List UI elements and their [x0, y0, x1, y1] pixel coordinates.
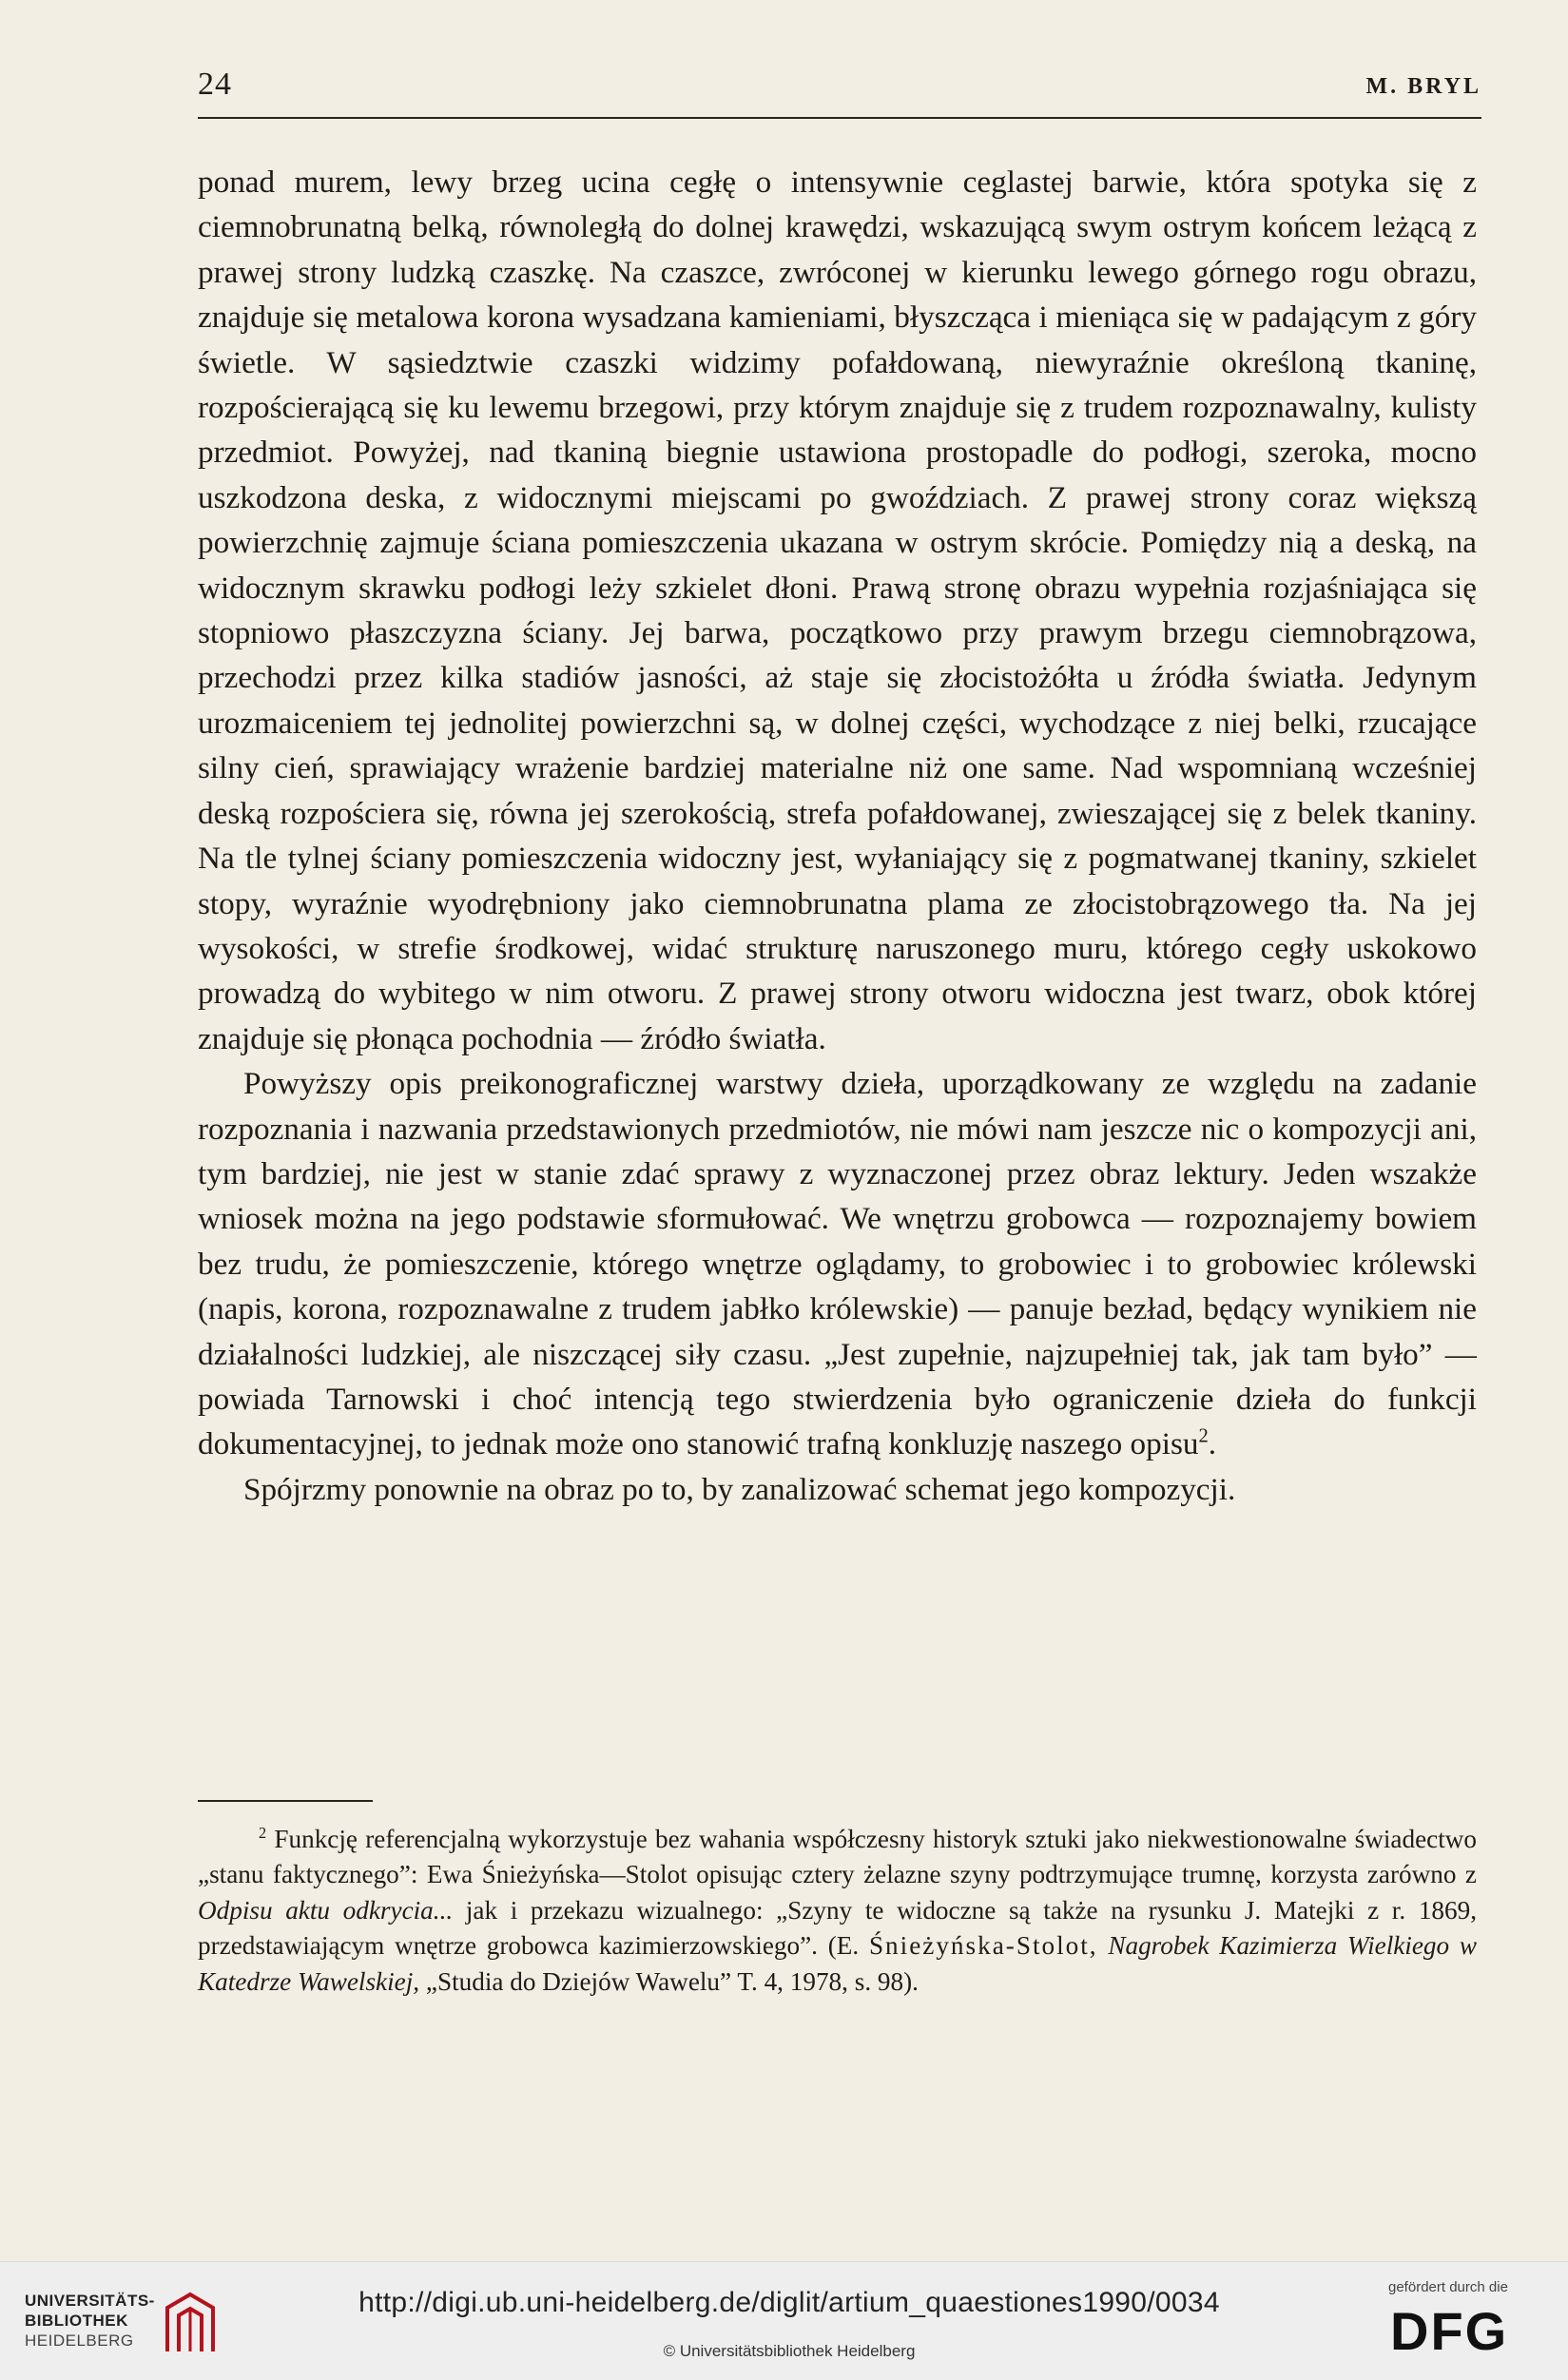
- digitization-footer: [0, 2261, 1568, 2380]
- library-name-line-2: BIBLIOTHEK: [25, 2312, 128, 2330]
- library-name-line-1: UNIVERSITÄTS-: [25, 2292, 155, 2310]
- footnote-text-1: Funkcję referencjalną wykorzystuje bez wahania współczesny historyk sztuki jako niekwestionowalne świadectwo „stanu faktycznego”: Ewa Śnieżyńska—Stolot opisując cztery żelazne szyny podtrzymujące trumnę, korzysta zarówno z: [198, 1825, 1477, 1889]
- library-logo[interactable]: [25, 2291, 155, 2351]
- main-text: [198, 160, 1477, 1512]
- footnote-italic-title-2: Nagrobek Kazimierza Wielkiego w Katedrze Wawelskiej,: [198, 1931, 1477, 1996]
- header-rule: [198, 117, 1481, 119]
- footnote-reference[interactable]: 2: [1198, 1426, 1209, 1448]
- dfg-logo[interactable]: DFG: [1390, 2301, 1509, 2361]
- footnote-marker: 2: [259, 1824, 267, 1843]
- paragraph-3: Spójrzmy ponownie na obraz po to, by zanalizować schemat jego kompozycji.: [243, 1471, 1236, 1507]
- paragraph-2-end: .: [1208, 1426, 1217, 1462]
- footnote-italic-title-1: Odpisu aktu odkrycia...: [198, 1895, 454, 1925]
- permalink-url[interactable]: http://digi.ub.uni-heidelberg.de/diglit/artium_quaestiones1990/0034: [358, 2287, 1220, 2318]
- footnote-text-2: jak i przekazu wizualnego: „Szyny te widoczne są także na rysunku J. Matejki z r. 1869, przedstawiającym wnętrze grobowca kazimierzowskiego”. (E.: [198, 1895, 1477, 1961]
- paragraph-1: ponad murem, lewy brzeg ucina cegłę o intensywnie ceglastej barwie, która spotyka się z ciemnobrunatną belką, równoległą do dolnej krawędzi, wskazującą swym ostrym końcem leżącą z prawej strony ludzką czaszkę. Na czaszce, zwróconej w kierunku lewego górnego rogu obrazu, znajduje się metalowa korona wysadzana kamieniami, błyszcząca i mieniąca się w padającym z góry świetle. W sąsiedztwie czaszki widzimy pofałdowaną, niewyraźnie określoną tkaninę, rozpościerającą się ku lewemu brzegowi, przy którym znajduje się z trudem rozpoznawalny, kulisty przedmiot. Powyżej, nad tkaniną biegnie ustawiona prostopadle do podłogi, szeroka, mocno uszkodzona deska, z widocznymi miejscami po gwoździach. Z prawej strony coraz większą powierzchnię zajmuje ściana pomieszczenia ukazana w ostrym skrócie. Pomiędzy nią a deską, na widocznym skrawku podłogi leży szkielet dłoni. Prawą stronę obrazu wypełnia rozjaśniająca się stopniowo płaszczyzna ściany. Jej barwa, początkowo przy prawym brzegu ciemnobrązowa, przechodzi przez kilka stadiów jasności, aż staje się złocistożółta u źródła światła. Jedynym urozmaiceniem tej jednolitej powierzchni są, w dolnej części, wychodzące z niej belki, rzucające silny cień, sprawiający wrażenie bardziej materialne niż one same. Nad wspomnianą wcześniej deską rozpościera się, równa jej szerokością, strefa pofałdowanej, zwieszającej się z belek tkaniny. Na tle tylnej ściany pomieszczenia widoczny jest, wyłaniający się z pogmatwanej tkaniny, szkielet stopy, wyraźnie wyodrębniony jako ciemnobrunatna plama ze złocistobrązowego tła. Na jej wysokości, w strefie środkowej, widać strukturę naruszonego muru, którego cegły uskokowo prowadzą do wybitego w nim otworu. Z prawej strony otworu widoczna jest twarz, obok której znajduje się płonąca pochodnia — źródło światła.: [198, 164, 1477, 1056]
- library-emblem-icon: [162, 2289, 219, 2355]
- copyright-notice: © Universitätsbibliothek Heidelberg: [663, 2342, 916, 2360]
- footnote-author: Śnieżyńska-Stolot,: [868, 1931, 1098, 1961]
- footnote-separator: [198, 1800, 373, 1802]
- footnote-text-4: „Studia do Dziejów Wawelu” T. 4, 1978, s. 98).: [419, 1966, 919, 1996]
- footnote: [198, 1822, 1477, 2000]
- page-header: [198, 67, 1481, 124]
- library-name-line-3: HEIDELBERG: [25, 2332, 134, 2350]
- paragraph-2-text: Powyższy opis preikonograficznej warstwy dzieła, uporządkowany ze względu na zadanie rozpoznania i nazwania przedstawionych przedmiotów, nie mówi nam jeszcze nic o kompozycji ani, tym bardziej, nie jest w stanie zdać sprawy z wyznaczonej przez obraz lektury. Jeden wszakże wniosek można na jego podstawie sformułować. We wnętrzu grobowca — rozpoznajemy bowiem bez trudu, że pomieszczenie, którego wnętrze oglądamy, to grobowiec i to grobowiec królewski (napis, korona, rozpoznawalne z trudem jabłko królewskie) — panuje bezład, będący wynikiem nie działalności ludzkiej, ale niszczącej siły czasu. „Jest zupełnie, najzupełniej tak, jak tam było” — powiada Tarnowski i choć intencją tego stwierdzenia było ograniczenie dzieła do funkcji dokumentacyjnej, to jednak może ono stanowić trafną konkluzję naszego opisu: [198, 1066, 1477, 1462]
- running-head: M. BRYL: [1365, 74, 1481, 99]
- funding-caption: gefördert durch die: [1388, 2279, 1508, 2295]
- footnote-text-3: [1098, 1931, 1109, 1960]
- page-number: 24: [198, 67, 232, 102]
- paragraph-2: [198, 1061, 1477, 1467]
